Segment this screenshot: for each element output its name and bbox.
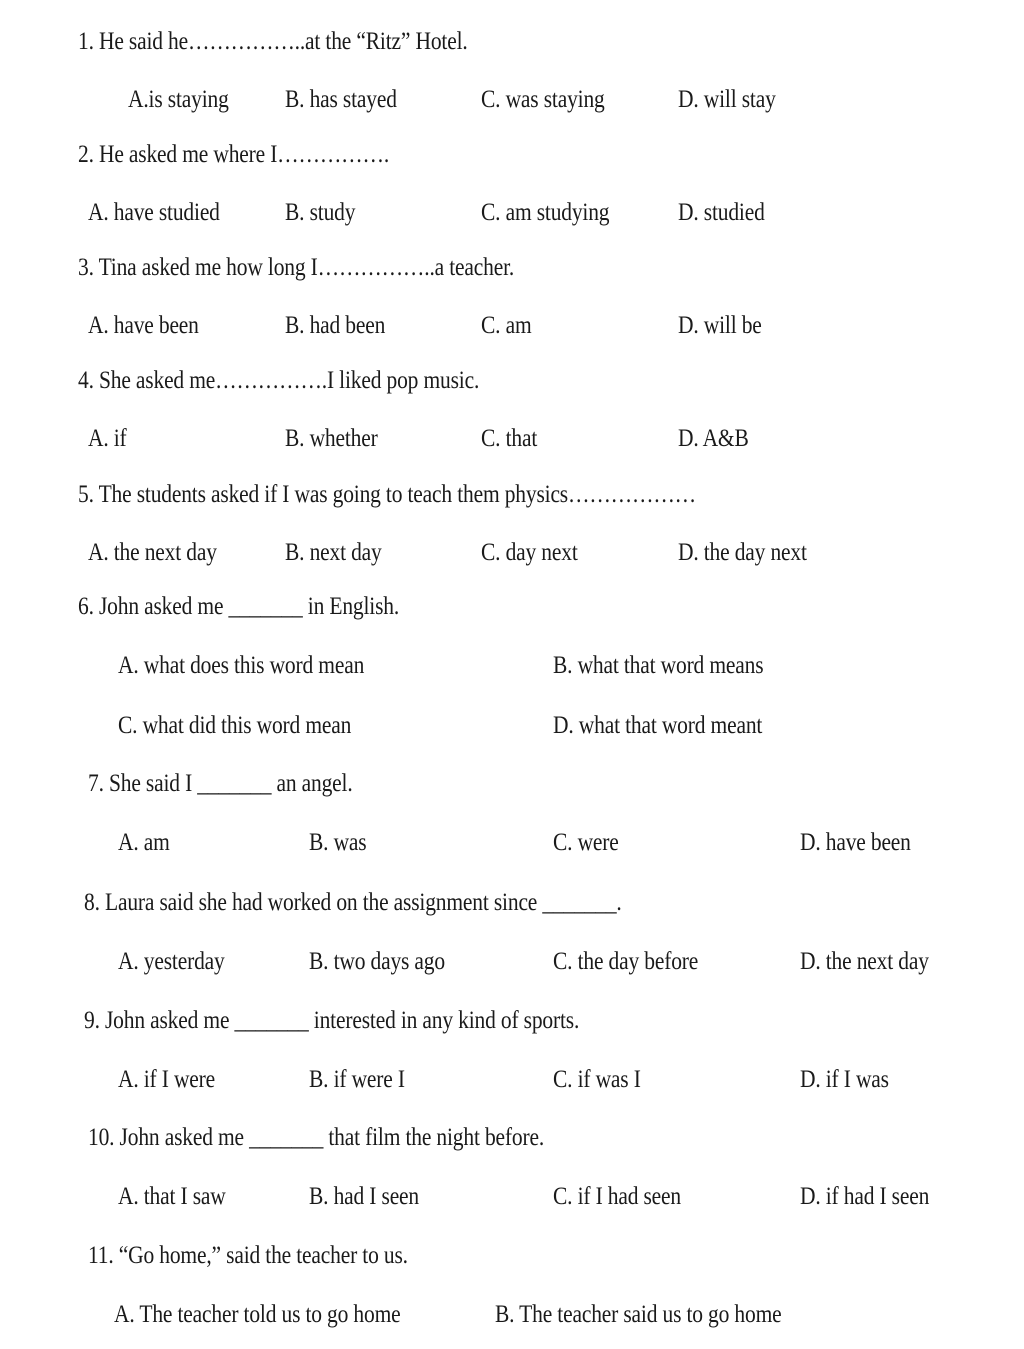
question-2-option-d[interactable]: D. studied	[678, 199, 765, 226]
question-11-option-a[interactable]: A. The teacher told us to go home	[114, 1301, 401, 1328]
question-9-option-c[interactable]: C. if was I	[553, 1066, 641, 1093]
question-11-option-b[interactable]: B. The teacher said us to go home	[495, 1301, 782, 1328]
question-6-option-b[interactable]: B. what that word means	[553, 652, 764, 679]
question-9-option-d[interactable]: D. if I was	[800, 1066, 889, 1093]
question-6-option-a[interactable]: A. what does this word mean	[118, 652, 365, 679]
question-7-option-c[interactable]: C. were	[553, 829, 619, 856]
question-6-stem: 6. John asked me _______ in English.	[78, 593, 400, 620]
question-9-option-a[interactable]: A. if I were	[118, 1066, 216, 1093]
question-8-option-c[interactable]: C. the day before	[553, 948, 699, 975]
question-3-stem: 3. Tina asked me how long I……………..a teacher.	[78, 254, 515, 281]
question-8-option-b[interactable]: B. two days ago	[309, 948, 445, 975]
question-2-option-a[interactable]: A. have studied	[88, 199, 220, 226]
question-5-option-c[interactable]: C. day next	[481, 539, 578, 566]
question-4-option-d[interactable]: D. A&B	[678, 425, 749, 452]
question-7-option-a[interactable]: A. am	[118, 829, 170, 856]
question-1-option-b[interactable]: B. has stayed	[285, 86, 397, 113]
question-5-option-d[interactable]: D. the day next	[678, 539, 807, 566]
question-10-stem: 10. John asked me _______ that film the night before.	[88, 1124, 545, 1151]
question-1-option-c[interactable]: C. was staying	[481, 86, 605, 113]
question-10-option-c[interactable]: C. if I had seen	[553, 1183, 682, 1210]
question-1-stem: 1. He said he……………..at the “Ritz” Hotel.	[78, 28, 468, 55]
question-5-stem: 5. The students asked if I was going to teach them physics………………	[78, 481, 696, 508]
question-11-stem: 11. “Go home,” said the teacher to us.	[88, 1242, 408, 1269]
question-9-stem: 9. John asked me _______ interested in any kind of sports.	[84, 1007, 580, 1034]
question-7-stem: 7. She said I _______ an angel.	[88, 770, 353, 797]
question-3-option-a[interactable]: A. have been	[88, 312, 199, 339]
question-4-option-a[interactable]: A. if	[88, 425, 127, 452]
question-4-stem: 4. She asked me…………….I liked pop music.	[78, 367, 480, 394]
question-3-option-b[interactable]: B. had been	[285, 312, 386, 339]
question-4-option-c[interactable]: C. that	[481, 425, 538, 452]
question-10-option-d[interactable]: D. if had I seen	[800, 1183, 930, 1210]
question-2-stem: 2. He asked me where I…………….	[78, 141, 390, 168]
question-7-option-b[interactable]: B. was	[309, 829, 367, 856]
question-3-option-c[interactable]: C. am	[481, 312, 532, 339]
question-8-option-a[interactable]: A. yesterday	[118, 948, 225, 975]
question-1-option-d[interactable]: D. will stay	[678, 86, 776, 113]
question-5-option-b[interactable]: B. next day	[285, 539, 382, 566]
question-8-stem: 8. Laura said she had worked on the assignment since _______.	[84, 889, 622, 916]
question-6-option-c[interactable]: C. what did this word mean	[118, 712, 352, 739]
question-6-option-d[interactable]: D. what that word meant	[553, 712, 763, 739]
question-5-option-a[interactable]: A. the next day	[88, 539, 217, 566]
question-7-option-d[interactable]: D. have been	[800, 829, 911, 856]
question-8-option-d[interactable]: D. the next day	[800, 948, 929, 975]
question-9-option-b[interactable]: B. if were I	[309, 1066, 405, 1093]
question-10-option-a[interactable]: A. that I saw	[118, 1183, 226, 1210]
question-3-option-d[interactable]: D. will be	[678, 312, 762, 339]
question-2-option-b[interactable]: B. study	[285, 199, 356, 226]
question-1-option-a[interactable]: A.is staying	[128, 86, 229, 113]
question-10-option-b[interactable]: B. had I seen	[309, 1183, 420, 1210]
question-4-option-b[interactable]: B. whether	[285, 425, 378, 452]
question-2-option-c[interactable]: C. am studying	[481, 199, 610, 226]
